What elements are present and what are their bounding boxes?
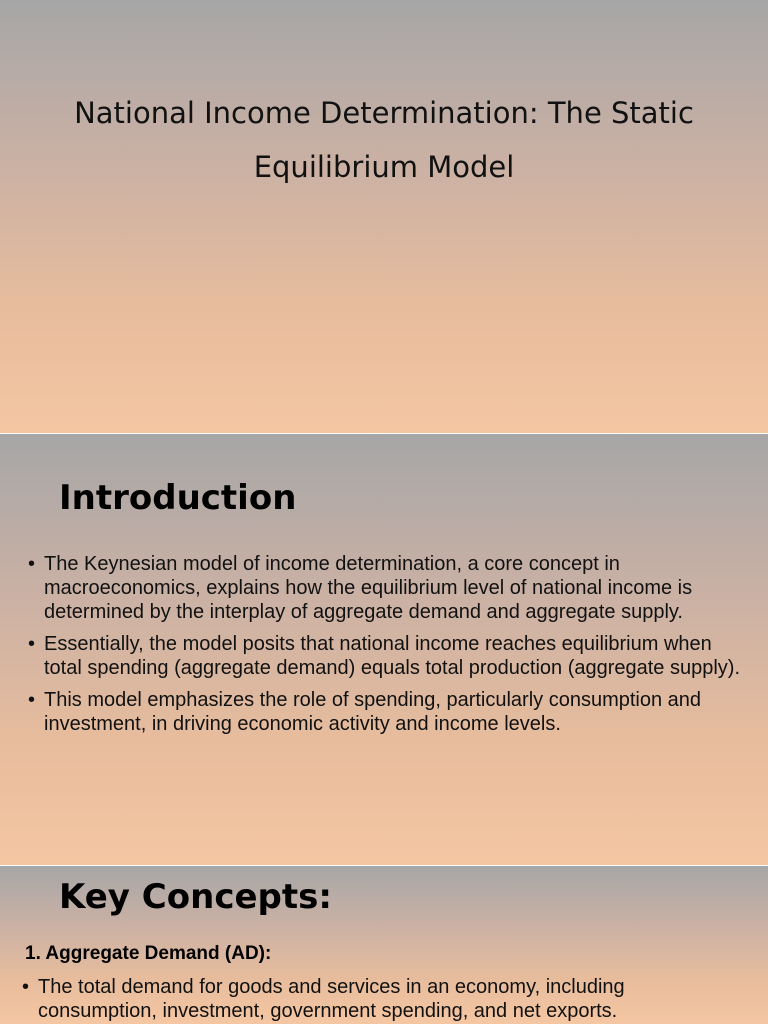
list-item xyxy=(28,632,746,680)
list-item xyxy=(28,552,746,624)
list-item xyxy=(22,975,746,1023)
bullet-icon: • xyxy=(28,553,36,575)
aggregate-demand-subheading: 1. Aggregate Demand (AD): xyxy=(25,943,272,964)
introduction-slide xyxy=(0,433,768,865)
key-concepts-bullet-list xyxy=(22,975,746,1024)
list-item xyxy=(28,688,746,736)
slide-title xyxy=(40,86,728,194)
bullet-text: Essentially, the model posits that national income reaches equilibrium when total spending (aggregate demand) equals total production (aggregate supply). xyxy=(44,633,741,679)
title-slide xyxy=(0,0,768,433)
introduction-heading: Introduction xyxy=(59,478,297,518)
key-concepts-slide xyxy=(0,865,768,1024)
bullet-text: The total demand for goods and services in an economy, including consumption, investment, government spending, and net exports. xyxy=(38,976,625,1022)
slide-title-line-2: Equilibrium Model xyxy=(253,150,515,184)
bullet-icon: • xyxy=(28,633,36,655)
bullet-text: This model emphasizes the role of spending, particularly consumption and investment, in driving economic activity and income levels. xyxy=(44,689,702,735)
key-concepts-heading: Key Concepts: xyxy=(59,877,332,917)
bullet-text: The Keynesian model of income determination, a core concept in macroeconomics, explains how the equilibrium level of national income is determined by the interplay of aggregate demand and aggregate supply. xyxy=(44,553,693,623)
slide-title-line-1: National Income Determination: The Static xyxy=(74,96,694,130)
bullet-icon: • xyxy=(22,976,30,998)
introduction-bullet-list xyxy=(28,552,746,744)
bullet-icon: • xyxy=(28,689,36,711)
